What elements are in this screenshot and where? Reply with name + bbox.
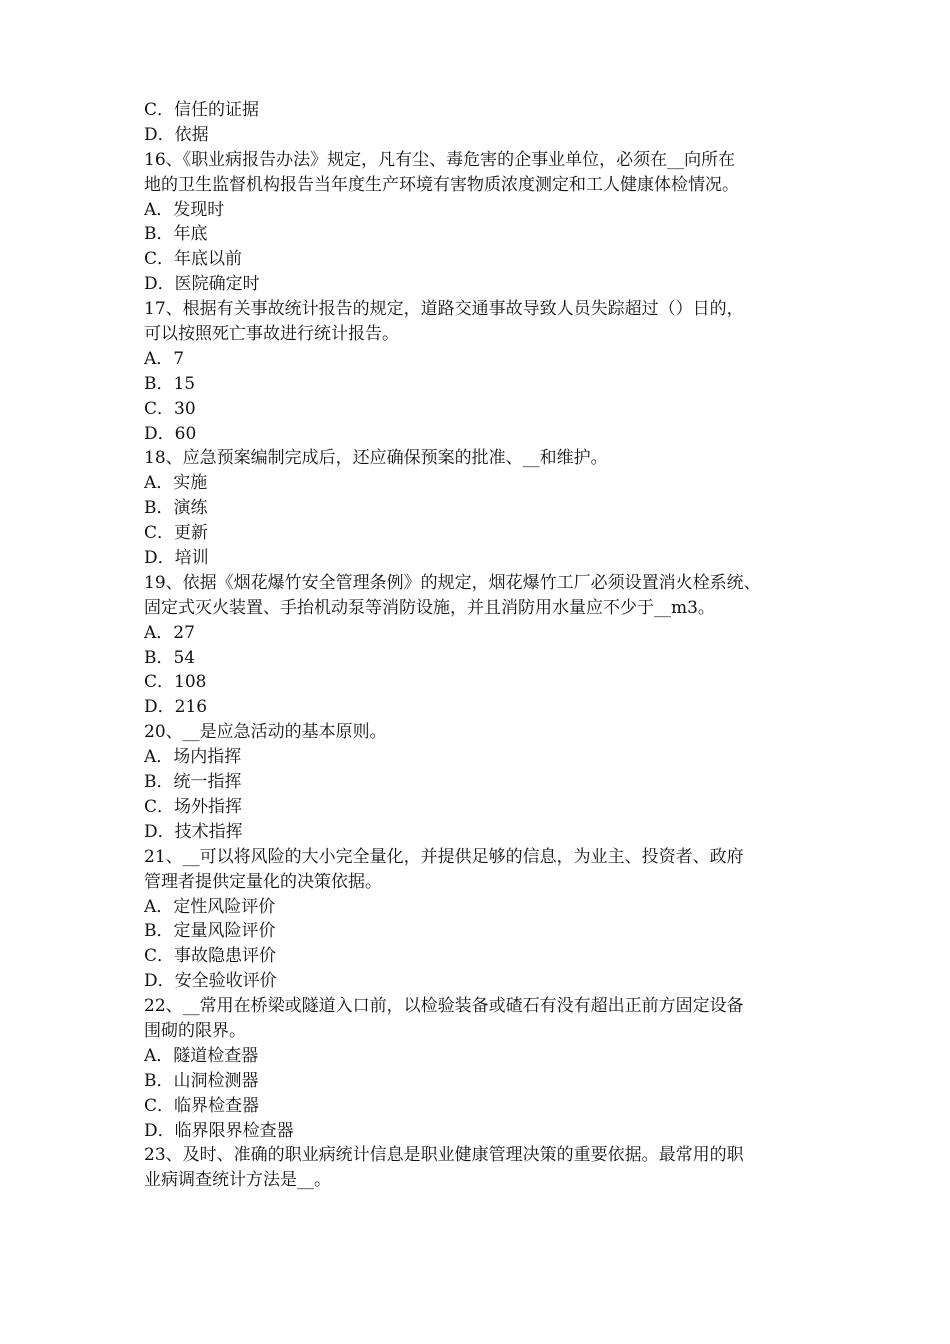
question-text: 可以按照死亡事故进行统计报告。 [144, 324, 399, 345]
question-text: 围砌的限界。 [144, 1020, 246, 1041]
answer-option: B．54 [144, 647, 196, 668]
question-text: 18、应急预案编制完成后，还应确保预案的批准、__和维护。 [144, 448, 608, 469]
question-text: 22、__常用在桥梁或隧道入口前，以检验装备或碴石有没有超出正前方固定设备 [144, 996, 744, 1017]
answer-option: D．临界限界检查器 [144, 1120, 294, 1141]
answer-option: D．医院确定时 [144, 274, 260, 295]
answer-option: A．场内指挥 [144, 747, 242, 768]
answer-option: A．发现时 [144, 199, 225, 220]
answer-option: C．临界检查器 [144, 1095, 260, 1116]
question-text: 地的卫生监督机构报告当年度生产环境有害物质浓度测定和工人健康体检情况。 [144, 174, 739, 195]
answer-option: D．安全验收评价 [144, 971, 277, 992]
answer-option: C．108 [144, 672, 207, 693]
question-text: 19、依据《烟花爆竹安全管理条例》的规定，烟花爆竹工厂必须设置消火栓系统、 [144, 572, 761, 593]
question-text: 20、__是应急活动的基本原则。 [144, 722, 387, 743]
answer-option: D．培训 [144, 548, 209, 569]
answer-option: A．隧道检查器 [144, 1045, 259, 1066]
question-text: 管理者提供定量化的决策依据。 [144, 871, 382, 892]
question-text: 21、__可以将风险的大小完全量化，并提供足够的信息，为业主、投资者、政府 [144, 846, 744, 867]
answer-option: C．年底以前 [144, 249, 243, 270]
answer-option: B．统一指挥 [144, 772, 242, 793]
answer-option: A．7 [144, 348, 185, 369]
answer-option: B．15 [144, 373, 196, 394]
text-line: D．依据 [144, 124, 209, 145]
answer-option: C．更新 [144, 523, 209, 544]
answer-option: A．27 [144, 622, 195, 643]
question-text: 固定式灭火装置、手抬机动泵等消防设施，并且消防用水量应不少于__m3。 [144, 597, 715, 618]
text-line: C．信任的证据 [144, 100, 260, 120]
answer-option: D．216 [144, 697, 208, 718]
answer-option: C．场外指挥 [144, 796, 243, 817]
question-text: 业病调查统计方法是__。 [144, 1170, 331, 1191]
answer-option: C．事故隐患评价 [144, 946, 277, 967]
question-text: 16、《职业病报告办法》规定，凡有尘、毒危害的企事业单位，必须在__向所在 [144, 149, 736, 170]
question-text: 17、根据有关事故统计报告的规定，道路交通事故导致人员失踪超过（）日的， [144, 299, 744, 320]
question-text: 23、及时、准确的职业病统计信息是职业健康管理决策的重要依据。最常用的职 [144, 1145, 744, 1166]
document-page [144, 98, 814, 1193]
answer-option: B．年底 [144, 224, 208, 245]
answer-option: B．定量风险评价 [144, 921, 276, 942]
answer-option: C．30 [144, 398, 196, 419]
answer-option: B．演练 [144, 498, 208, 519]
answer-option: A．实施 [144, 473, 208, 494]
answer-option: B．山洞检测器 [144, 1070, 259, 1091]
answer-option: D．60 [144, 423, 197, 444]
answer-option: D．技术指挥 [144, 821, 243, 842]
answer-option: A．定性风险评价 [144, 896, 276, 917]
